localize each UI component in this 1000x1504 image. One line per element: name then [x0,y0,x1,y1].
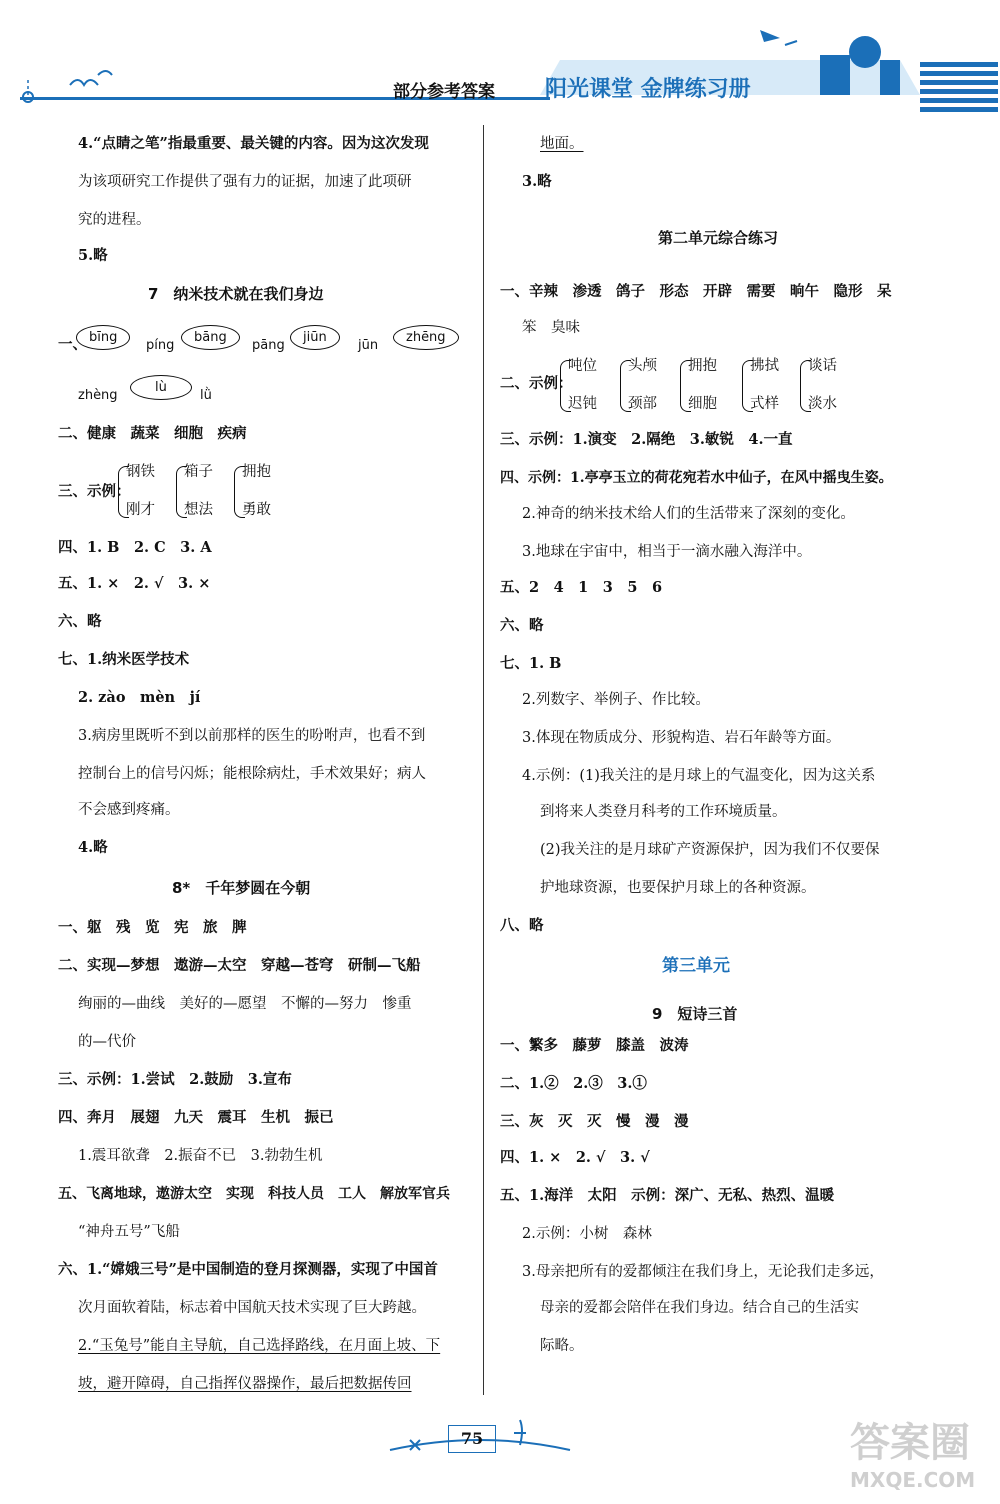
pinyin-text: lǜ [200,388,212,403]
word: 头颅 [628,358,657,374]
question-label: 二、示例： [500,375,573,392]
word: 拂拭 [750,358,779,374]
text-line: 二、健康 蔬菜 细胞 疾病 [58,425,247,442]
text-line: 三、灰 灭 灭 慢 漫 漫 [500,1113,689,1130]
text-line: 不会感到疼痛。 [78,802,180,818]
text-line: 四、奔月 展翅 九天 震耳 生机 振已 [58,1109,334,1126]
word: 拥抱 [242,464,271,480]
word: 细胞 [688,396,717,412]
pinyin-circled: bāng [181,325,240,350]
header-decoration [0,0,1000,130]
pinyin-circled: zhēng [393,325,459,350]
text-line: 六、略 [58,613,102,630]
text-line: 五、飞离地球，遨游太空 实现 科技人员 工人 解放军官兵 [58,1186,450,1202]
text-line: 1.震耳欲聋 2.振奋不已 3.勃勃生机 [78,1148,323,1164]
text-line: 3.母亲把所有的爱都倾注在我们身上，无论我们走多远， [522,1264,884,1280]
text-line: 八、略 [500,917,544,934]
text-line: “神舟五号”飞船 [78,1224,180,1240]
section-title: 9 短诗三首 [652,1005,738,1023]
text-line: 一、躯 残 览 宪 旅 脾 [58,919,247,936]
text-line: 坡，避开障碍，自己指挥仪器操作，最后把数据传回 [78,1376,412,1392]
text-line: 七、1. B [500,655,562,672]
text-line: 六、1.“嫦娥三号”是中国制造的登月探测器，实现了中国首 [58,1261,438,1278]
word: 颈部 [628,396,657,412]
pinyin-text: jūn [358,338,379,353]
text-line: 3.略 [522,173,552,190]
text-line: 的—代价 [78,1034,136,1050]
text-line: 次月面软着陆，标志着中国航天技术实现了巨大跨越。 [78,1300,426,1316]
section-title: 第二单元综合练习 [658,229,779,247]
text-line: 三、示例：1.尝试 2.鼓励 3.宣布 [58,1071,292,1088]
text-line: 笨 臭味 [522,320,580,336]
text-line: 五、1.海洋 太阳 示例：深广、无私、热烈、温暖 [500,1187,835,1204]
text-line: 一、辛辣 渗透 鸽子 形态 开辟 需要 晌午 隐形 呆 [500,283,892,300]
section-title: 8* 千年梦圆在今朝 [172,879,311,897]
watermark-text: 答案圈 [850,1420,970,1466]
text-line: 二、实现—梦想 遨游—太空 穿越—苍穹 研制—飞船 [58,957,421,974]
page-number: 75 [448,1425,496,1453]
text-line: 4.示例：(1)我关注的是月球上的气温变化，因为这关系 [522,768,876,784]
word: 迟钝 [568,396,597,412]
text-line: 四、1. B 2. C 3. A [58,539,212,556]
text-line: 2.列数字、举例子、作比较。 [522,692,710,708]
text-line: 一、繁多 藤萝 膝盖 波涛 [500,1037,689,1054]
word: 箱子 [184,464,213,480]
word: 拥抱 [688,358,717,374]
watermark-url: MXQE.COM [850,1468,976,1492]
text-line: 三、示例：1.演变 2.隔绝 3.敏锐 4.一直 [500,431,793,448]
text-line: 3.病房里既听不到以前那样的医生的吩咐声，也看不到 [78,728,426,744]
column-divider [483,125,484,1395]
unit-title: 第三单元 [662,956,730,976]
section-title: 7 纳米技术就在我们身边 [148,285,324,303]
text-line: 二、1.② 2.③ 3.① [500,1075,647,1092]
text-line: 2. zào mèn jí [78,689,201,706]
word: 钢铁 [126,464,155,480]
text-line: (2)我关注的是月球矿产资源保护，因为我们不仅要保 [540,842,880,858]
text-line: 2.神奇的纳米技术给人们的生活带来了深刻的变化。 [522,506,855,522]
text-line: 为该项研究工作提供了强有力的证据，加速了此项研 [78,174,412,190]
word: 淡水 [808,396,837,412]
text-line: 地面。 [540,136,584,152]
word: 勇敢 [242,502,271,518]
pinyin-circled: bīng [76,325,130,350]
pinyin-circled: lù [130,375,192,400]
text-line: 护地球资源，也要保护月球上的各种资源。 [540,880,816,896]
text-line: 绚丽的—曲线 美好的—愿望 不懈的—努力 惨重 [78,996,412,1012]
word: 式样 [750,396,779,412]
text-line: 四、1. × 2. √ 3. √ [500,1149,650,1166]
text-line: 五、2 4 1 3 5 6 [500,579,663,596]
text-line: 控制台上的信号闪烁；能根除病灶，手术效果好；病人 [78,766,426,782]
pinyin-text: pāng [252,338,285,353]
text-line: 五、1. × 2. √ 3. × [58,575,211,592]
text-line: 4.“点睛之笔”指最重要、最关键的内容。因为这次发现 [78,135,429,152]
header-section-label: 部分参考答案 [393,82,495,102]
word: 谈话 [808,358,837,374]
word: 刚才 [126,502,155,518]
text-line: 3.地球在宇宙中，相当于一滴水融入海洋中。 [522,544,812,560]
text-line: 到将来人类登月科考的工作环境质量。 [540,804,787,820]
question-label: 三、示例： [58,483,131,500]
text-line: 究的进程。 [78,212,151,228]
text-line: 3.体现在物质成分、形貌构造、岩石年龄等方面。 [522,730,841,746]
text-line: 六、略 [500,617,544,634]
text-line: 母亲的爱都会陪伴在我们身边。结合自己的生活实 [540,1300,859,1316]
text-line: 2.“玉兔号”能自主导航，自己选择路线，在月面上坡、下 [78,1338,441,1354]
text-line: 四、示例：1.亭亭玉立的荷花宛若水中仙子，在风中摇曳生姿。 [500,470,893,486]
pinyin-circled: jiūn [290,325,340,350]
word: 想法 [184,502,213,518]
watermark [850,1418,1000,1504]
text-line: 4.略 [78,839,108,856]
pinyin-text: zhèng [78,388,118,403]
pinyin-text: píng [146,338,175,353]
text-line: 5.略 [78,247,108,264]
text-line: 七、1.纳米医学技术 [58,651,190,668]
header-brand: 阳光课堂 金牌练习册 [545,77,751,102]
word: 吨位 [568,358,597,374]
question-label: 一、 [58,336,87,353]
text-line: 2.示例：小树 森林 [522,1226,652,1242]
text-line: 际略。 [540,1338,584,1354]
